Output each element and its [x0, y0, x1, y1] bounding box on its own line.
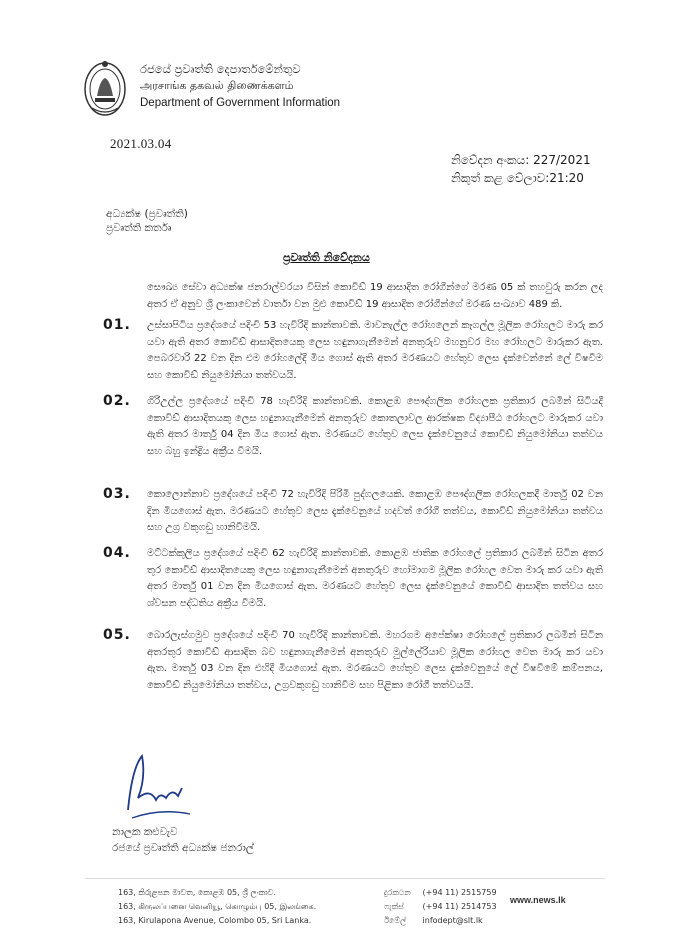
website-link[interactable]: www.news.lk: [510, 895, 566, 905]
sri-lanka-emblem-logo: [82, 58, 128, 118]
item-text: කොලොන්නාව ප්‍රදේශයේ පදිංචි 72 හැවිරිදි පිරිමි පුද්ගලයෙකි. කොළඹ පෞද්ගලික රෝහලකදී මාර්තු 02 වන දින මියගොස් ඇත. මරණයට හේතුව ලෙස දැක්වෙනුයේ හදවත් රෝගී තත්වය, කොවිඩ් නියුමෝනියා තත්වය සහ උග්‍ර වකුගඩු හානිවීමයි.: [147, 489, 603, 533]
address-sinhala: 163, කිරුළපන මාවත, කොළඹ 05, ශ්‍රී ලංකාව.: [118, 888, 277, 897]
intro-paragraph: සෞඛ්‍ය සේවා අධ්‍යක්ෂ ජනරාල්වරයා විසින් කොවිඩ් 19 ආසාදිත රෝගීන්ගේ මරණ 05 ක් තහවුරු කරන ලද අතර ඒ අනුව ශ්‍රී ලංකාවෙන් වාර්තා වන මුළු කොවිඩ් 19 ආසාදිත රෝගීන්ගේ මරණ සංඛ්‍යාව 489 කි.: [147, 282, 603, 310]
document-title: ප්‍රවෘත්ති නිවේදනය: [283, 251, 370, 264]
dept-name-english: Department of Government Information: [140, 97, 341, 109]
phone-icon: දුරකථන: [384, 888, 411, 897]
phone-line: [384, 888, 497, 898]
item-text: ගිරිඋල්ල ප්‍රදේශයේ පදිංචි 78 හැවිරිදි කාන්තාවකි. කොළඹ පෞද්ගලික රෝහලක ප්‍රතිකාර ලබමින් සිටියදී කොවිඩ් ආසාදිතයකු ලෙස හඳුනාගැනීමෙන් අනතුරුව කොතලාවල ආරක්ෂක විද්‍යාපීඨ රෝහලට මාරුකර යවා ඇති අතර මාර්තු 04 දින මිය ගොස් ඇත. මරණයට හේතුව ලෙස දැක්වෙනුයේ කොවිඩ් නියුමෝනියා තත්වය සහ බහු ඉන්ද්‍රිය අක්‍රීය වීමයි.: [147, 396, 603, 457]
recipient-director-news: අධ්‍යක්ෂ (ප්‍රවෘත්ති): [106, 208, 188, 220]
footer-divider: [85, 878, 605, 879]
fax-icon: ෆැක්ස්: [384, 902, 404, 911]
item-text: බොරලැස්ගමුව ප්‍රදේශයේ පදිංචි 70 හැවිරිදි කාන්තාවකි. මහරගම අපේක්ෂා රෝහලේ ප්‍රතිකාර ලබමින් සිටින අතරතුර කොවිඩ් ආසාදිත බව හඳුනාගැනීමෙන් අනතුරුව මුල්ලේරියාව මූලික රෝහල වෙත මාරු කර යවා ඇත. මාර්තු 03 වන දින එහිදී මියගොස් ඇත. මරණයට හේතුව ලෙස දැක්වෙනුයේ ලේ විෂවීමේ කම්පනය, කොවිඩ් නියුමෝනියා තත්වය, උග්‍රවකුගඩු හානිවීම සහ පිළිකා රෝගී තත්වයයි.: [147, 630, 603, 691]
item-text: මට්ටක්කුලිය ප්‍රදේශයේ පදිංචි 62 හැවිරිදි කාන්තාවකි. කොළඹ ජාතික රෝහලේ ප්‍රතිකාර ලබමින් සිටින අතර තුර කොවිඩ් ආසාදිතයෙකු ලෙස හඳුනාගැනීමෙන් අනතුරුව හෝමාගම මූලික රෝහල වෙත මාරු කර යවා ඇති අතර මාර්තු 01 වන දින මියගොස් ඇත. මරණයට හේතුව ලෙස දැක්වෙනුයේ කොවිඩ් ආසාදිත තත්වය සහ ශ්වසන පද්ධතිය අක්‍රීය වීමයි.: [147, 548, 603, 609]
release-date: 2021.03.04: [110, 136, 172, 151]
phone-number: (+94 11) 2515759: [422, 888, 497, 897]
recipient-news-editor: ප්‍රවෘත්ති කර්තෘ: [106, 222, 172, 234]
email-icon: ඊමේල්: [384, 916, 407, 925]
dept-name-tamil: அரசாங்க தகவல் திணைக்களம்: [140, 79, 294, 92]
address-tamil: 163, கிருலப்பனை வெனியூ, கொழும்பு 05, இலங்கை.: [118, 902, 317, 911]
item-number: 01.: [103, 317, 131, 333]
item-number: 02.: [103, 393, 131, 409]
email-line: [384, 916, 483, 926]
release-number: නිවේදන අංකය: 227/2021: [451, 153, 591, 167]
email-address[interactable]: infodept@slt.lk: [422, 916, 483, 925]
fax-number: (+94 11) 2514753: [422, 902, 497, 911]
item-text: උස්සාපිටිය ප්‍රදේශයේ පදිංචි 53 හැවිරිදි කාන්තාවකි. මාවනැල්ල රෝහලෙන් කෑගල්ල මූලික රෝහලට මාරු කර යවා ඇති අතර කොවිඩ් ආසාදිතයෙකු ලෙස හඳුනාගැනීමෙන් අනතුරුව මහනුවර මහ රෝහලට මාරුකර ඇත. පෙබරවාරි 22 වන දින එම රෝහලේදී මිය ගොස් ඇති අතර මරණයට හේතුව ලෙස දැක්වෙන්නේ ලේ විෂවීම සහ කොවිඩ් නියුමෝනියා තත්වයයි.: [147, 320, 603, 381]
item-number: 04.: [103, 545, 131, 561]
signatory-name: නාලක කළුවැව: [112, 826, 178, 838]
item-number: 03.: [103, 486, 131, 502]
dept-name-sinhala: රජයේ ප්‍රවෘත්ති දෙපාර්තමේන්තුව: [140, 62, 301, 76]
signatory-title: රජයේ ප්‍රවෘත්ති අධ්‍යක්ෂ ජනරාල්: [112, 842, 254, 854]
address-english: 163, Kirulapona Avenue, Colombo 05, Sri Lanka.: [118, 916, 312, 925]
item-number: 05.: [103, 627, 131, 643]
fax-line: [384, 902, 497, 912]
handwritten-signature: [120, 748, 230, 826]
release-time: නිකුත් කළ වේලාව:21:20: [451, 171, 584, 185]
